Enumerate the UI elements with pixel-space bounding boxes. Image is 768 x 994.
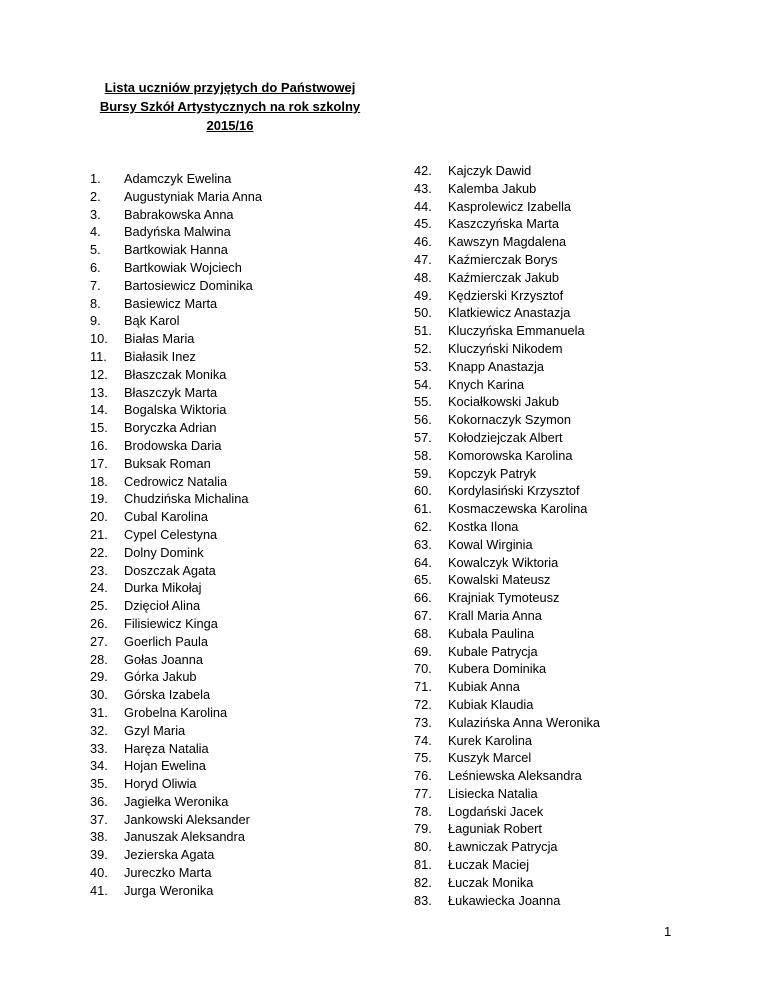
list-item (90, 686, 390, 704)
list-item-number: 72. (414, 696, 432, 712)
list-item (90, 526, 390, 544)
list-item (414, 180, 714, 198)
list-item (414, 803, 714, 821)
list-item (90, 811, 390, 829)
student-name: Leśniewska Aleksandra (448, 768, 582, 784)
list-item-number: 34. (90, 758, 108, 774)
list-item-number: 32. (90, 722, 108, 738)
student-name: Jezierska Agata (124, 847, 215, 863)
list-item (90, 223, 390, 241)
list-item (414, 376, 714, 394)
list-item-number: 8. (90, 295, 101, 311)
list-item (414, 393, 714, 411)
list-item (90, 366, 390, 384)
student-name: Kostka Ilona (448, 518, 519, 534)
list-item-number: 45. (414, 216, 432, 232)
list-item-number: 1. (90, 171, 101, 186)
title-line-2: Bursy Szkół Artystycznych na rok szkolny (99, 99, 361, 114)
list-item-number: 12. (90, 366, 108, 382)
student-name: Kowalczyk Wiktoria (448, 554, 559, 570)
list-item (90, 740, 390, 758)
student-name: Haręza Natalia (124, 740, 209, 756)
list-item (90, 579, 390, 597)
list-item-number: 80. (414, 839, 432, 855)
list-item-number: 41. (90, 882, 108, 898)
list-item (414, 482, 714, 500)
list-item (90, 312, 390, 330)
student-name: Kluczyński Nikodem (448, 340, 563, 356)
list-item (414, 322, 714, 340)
list-item (414, 554, 714, 572)
list-item-number: 66. (414, 590, 432, 606)
student-name: Cubal Karolina (124, 509, 208, 525)
student-name: Kubale Patrycja (448, 643, 538, 659)
list-item (414, 625, 714, 643)
list-item (90, 846, 390, 864)
list-item (90, 793, 390, 811)
list-item-number: 35. (90, 776, 108, 792)
list-item-number: 19. (90, 491, 108, 507)
student-name: Kubiak Klaudia (448, 696, 534, 712)
list-item-number: 73. (414, 714, 432, 730)
student-name: Chudzińska Michalina (124, 491, 249, 507)
student-name: Krall Maria Anna (448, 607, 542, 623)
list-item-number: 17. (90, 455, 108, 471)
list-item-number: 7. (90, 277, 101, 293)
list-item-number: 48. (414, 269, 432, 285)
student-name: Bogalska Wiktoria (124, 402, 227, 418)
list-item-number: 58. (414, 447, 432, 463)
page-title (80, 78, 380, 135)
list-item (414, 732, 714, 750)
student-name: Górka Jakub (124, 669, 197, 685)
student-name: Jankowski Aleksander (124, 811, 250, 827)
list-item-number: 22. (90, 544, 108, 560)
list-item-number: 36. (90, 793, 108, 809)
list-item-number: 6. (90, 259, 101, 275)
student-name: Bartkowiak Wojciech (124, 259, 242, 275)
student-name: Buksak Roman (124, 455, 211, 471)
student-name: Kowalski Mateusz (448, 572, 551, 588)
student-name: Goerlich Paula (124, 633, 208, 649)
student-name: Januszak Aleksandra (124, 829, 245, 845)
list-item (414, 358, 714, 376)
list-item-number: 56. (414, 412, 432, 428)
student-name: Kubala Paulina (448, 625, 535, 641)
student-name: Kurek Karolina (448, 732, 532, 748)
list-item (414, 269, 714, 287)
student-name: Gzyl Maria (124, 722, 186, 738)
list-item (90, 206, 390, 224)
list-item-number: 44. (414, 198, 432, 214)
student-name: Kuszyk Marcel (448, 750, 532, 766)
student-name: Kosmaczewska Karolina (448, 501, 588, 517)
student-name: Łuczak Monika (448, 874, 534, 890)
list-item (90, 330, 390, 348)
list-item-number: 49. (414, 287, 432, 303)
student-name: Brodowska Daria (124, 437, 222, 453)
list-item (414, 589, 714, 607)
list-item-number: 74. (414, 732, 432, 748)
list-item-number: 20. (90, 509, 108, 525)
list-item (414, 465, 714, 483)
student-name: Górska Izabela (124, 687, 211, 703)
student-name: Kubiak Anna (448, 679, 520, 695)
student-name: Jagiełka Weronika (124, 793, 229, 809)
student-name: Błaszczyk Marta (124, 384, 218, 400)
list-item-number: 24. (90, 580, 108, 596)
student-name: Grobelna Karolina (124, 704, 228, 720)
student-name: Ławniczak Patrycja (448, 839, 558, 855)
student-name: Basiewicz Marta (124, 295, 218, 311)
list-item (414, 162, 714, 180)
list-item (414, 749, 714, 767)
list-item-number: 33. (90, 740, 108, 756)
student-name: Kociałkowski Jakub (448, 394, 559, 410)
student-name: Boryczka Adrian (124, 420, 217, 436)
list-item-number: 4. (90, 224, 101, 240)
list-item-number: 61. (414, 501, 432, 517)
list-item (90, 401, 390, 419)
list-item (90, 722, 390, 740)
list-item-number: 14. (90, 402, 108, 418)
list-item-number: 60. (414, 483, 432, 499)
list-item (414, 340, 714, 358)
list-item (90, 277, 390, 295)
list-item-number: 77. (414, 785, 432, 801)
student-name: Cedrowicz Natalia (124, 473, 228, 489)
student-name: Łaguniak Robert (448, 821, 542, 837)
student-name: Kaźmierczak Borys (448, 251, 558, 267)
student-name: Gołas Joanna (124, 651, 203, 667)
list-item-number: 57. (414, 429, 432, 445)
list-item-number: 30. (90, 687, 108, 703)
list-item (414, 838, 714, 856)
student-name: Bartkowiak Hanna (124, 242, 228, 258)
list-item (414, 447, 714, 465)
list-item-number: 16. (90, 437, 108, 453)
student-name: Kawszyn Magdalena (448, 234, 567, 250)
list-item-number: 82. (414, 874, 432, 890)
list-item-number: 28. (90, 651, 108, 667)
list-item-number: 78. (414, 803, 432, 819)
page-number: 1 (664, 924, 672, 939)
list-item (414, 820, 714, 838)
student-name: Hojan Ewelina (124, 758, 206, 774)
student-list-left (90, 170, 390, 900)
student-name: Kulazińska Anna Weronika (448, 714, 600, 730)
list-item (90, 490, 390, 508)
student-name: Babrakowska Anna (124, 206, 234, 222)
student-name: Białas Maria (124, 331, 195, 347)
list-item-number: 40. (90, 865, 108, 881)
list-item (90, 757, 390, 775)
list-item (90, 259, 390, 277)
title-line-1: Lista uczniów przyjętych do Państwowej (104, 80, 356, 95)
list-item (90, 508, 390, 526)
list-item (414, 518, 714, 536)
list-item (90, 615, 390, 633)
list-item-number: 3. (90, 206, 101, 222)
student-name: Błaszczak Monika (124, 366, 227, 382)
student-name: Horyd Oliwia (124, 776, 197, 792)
student-name: Lisiecka Natalia (448, 785, 538, 801)
list-item-number: 10. (90, 331, 108, 347)
student-name: Kaszczyńska Marta (448, 216, 559, 232)
list-item (414, 304, 714, 322)
student-name: Logdański Jacek (448, 803, 544, 819)
student-name: Dzięcioł Alina (124, 598, 201, 614)
student-name: Doszczak Agata (124, 562, 216, 578)
list-item (90, 473, 390, 491)
list-item-number: 76. (414, 768, 432, 784)
list-item-number: 11. (90, 348, 107, 364)
list-item (414, 643, 714, 661)
list-item-number: 5. (90, 242, 101, 258)
student-name: Kaźmierczak Jakub (448, 269, 559, 285)
student-name: Badyńska Malwina (124, 224, 231, 240)
list-item (414, 411, 714, 429)
student-name: Augustyniak Maria Anna (124, 188, 263, 204)
list-item-number: 38. (90, 829, 108, 845)
list-item (414, 785, 714, 803)
list-item-number: 39. (90, 847, 108, 863)
student-name: Dolny Domink (124, 544, 204, 560)
list-item-number: 70. (414, 661, 432, 677)
student-name: Kalemba Jakub (448, 180, 537, 196)
student-name: Cypel Celestyna (124, 526, 218, 542)
student-name: Bartosiewicz Dominika (124, 277, 253, 293)
list-item-number: 64. (414, 554, 432, 570)
student-name: Łukawiecka Joanna (448, 892, 561, 908)
list-item-number: 26. (90, 615, 108, 631)
list-item-number: 62. (414, 518, 432, 534)
list-item-number: 27. (90, 633, 108, 649)
list-item (414, 696, 714, 714)
list-item-number: 54. (414, 376, 432, 392)
list-item-number: 65. (414, 572, 432, 588)
list-item-number: 9. (90, 313, 101, 329)
list-item-number: 37. (90, 811, 108, 827)
list-item (90, 384, 390, 402)
list-item (90, 882, 390, 900)
student-name: Łuczak Maciej (448, 857, 530, 873)
list-item (90, 437, 390, 455)
list-item (90, 864, 390, 882)
list-item-number: 31. (90, 704, 108, 720)
student-name: Kordylasiński Krzysztof (448, 483, 580, 499)
list-item-number: 21. (90, 526, 108, 542)
list-item (90, 295, 390, 313)
list-item-number: 2. (90, 188, 101, 204)
list-item-number: 83. (414, 892, 432, 908)
list-item-number: 46. (414, 234, 432, 250)
student-name: Kajczyk Dawid (448, 163, 532, 178)
list-item (90, 188, 390, 206)
student-name: Jureczko Marta (124, 865, 212, 881)
list-item (90, 241, 390, 259)
list-item-number: 18. (90, 473, 108, 489)
list-item-number: 23. (90, 562, 108, 578)
list-item (414, 500, 714, 518)
student-name: Klatkiewicz Anastazja (448, 305, 571, 321)
student-name: Kołodziejczak Albert (448, 429, 563, 445)
student-name: Filisiewicz Kinga (124, 615, 218, 631)
list-item (414, 678, 714, 696)
list-item (414, 856, 714, 874)
list-item-number: 52. (414, 340, 432, 356)
list-item (414, 571, 714, 589)
student-name: Kubera Dominika (448, 661, 547, 677)
list-item (414, 251, 714, 269)
list-item-number: 25. (90, 598, 108, 614)
list-item-number: 68. (414, 625, 432, 641)
list-item (414, 874, 714, 892)
list-item-number: 51. (414, 323, 432, 339)
list-item-number: 29. (90, 669, 108, 685)
list-item-number: 63. (414, 536, 432, 552)
list-item (90, 668, 390, 686)
list-item-number: 67. (414, 607, 432, 623)
list-item (90, 704, 390, 722)
list-item (90, 633, 390, 651)
list-item (90, 562, 390, 580)
list-item-number: 53. (414, 358, 432, 374)
student-name: Kasprolewicz Izabella (448, 198, 572, 214)
student-name: Krajniak Tymoteusz (448, 590, 560, 606)
list-item (90, 597, 390, 615)
list-item (414, 198, 714, 216)
list-item (414, 536, 714, 554)
student-name: Kędzierski Krzysztof (448, 287, 564, 303)
list-item (414, 287, 714, 305)
list-item (414, 767, 714, 785)
list-item-number: 59. (414, 465, 432, 481)
list-item (90, 170, 390, 188)
student-name: Durka Mikołaj (124, 580, 202, 596)
student-name: Jurga Weronika (124, 882, 214, 898)
list-item (90, 419, 390, 437)
list-item (414, 429, 714, 447)
student-name: Knych Karina (448, 376, 525, 392)
list-item-number: 79. (414, 821, 432, 837)
student-name: Kokornaczyk Szymon (448, 412, 572, 428)
list-item (414, 607, 714, 625)
list-item-number: 81. (414, 857, 432, 873)
list-item (414, 233, 714, 251)
student-name: Kluczyńska Emmanuela (448, 323, 585, 339)
list-item (90, 828, 390, 846)
list-item-number: 15. (90, 420, 108, 436)
list-item (90, 455, 390, 473)
list-item-number: 71. (414, 679, 432, 695)
list-item (90, 544, 390, 562)
student-name: Knapp Anastazja (448, 358, 545, 374)
list-item-number: 50. (414, 305, 432, 321)
list-item (90, 651, 390, 669)
student-name: Komorowska Karolina (448, 447, 573, 463)
student-name: Adamczyk Ewelina (124, 171, 232, 186)
list-item-number: 47. (414, 251, 432, 267)
list-item-number: 55. (414, 394, 432, 410)
student-name: Kowal Wirginia (448, 536, 533, 552)
student-name: Kopczyk Patryk (448, 465, 537, 481)
list-item-number: 43. (414, 180, 432, 196)
list-item (414, 892, 714, 910)
list-item (90, 348, 390, 366)
list-item (90, 775, 390, 793)
student-name: Bąk Karol (124, 313, 180, 329)
list-item (414, 714, 714, 732)
title-line-3: 2015/16 (206, 118, 254, 133)
list-item-number: 42. (414, 163, 432, 178)
list-item (414, 660, 714, 678)
list-item-number: 75. (414, 750, 432, 766)
list-item-number: 69. (414, 643, 432, 659)
list-item (414, 215, 714, 233)
student-name: Białasik Inez (124, 348, 196, 364)
list-item-number: 13. (90, 384, 108, 400)
student-list-right (414, 162, 714, 909)
